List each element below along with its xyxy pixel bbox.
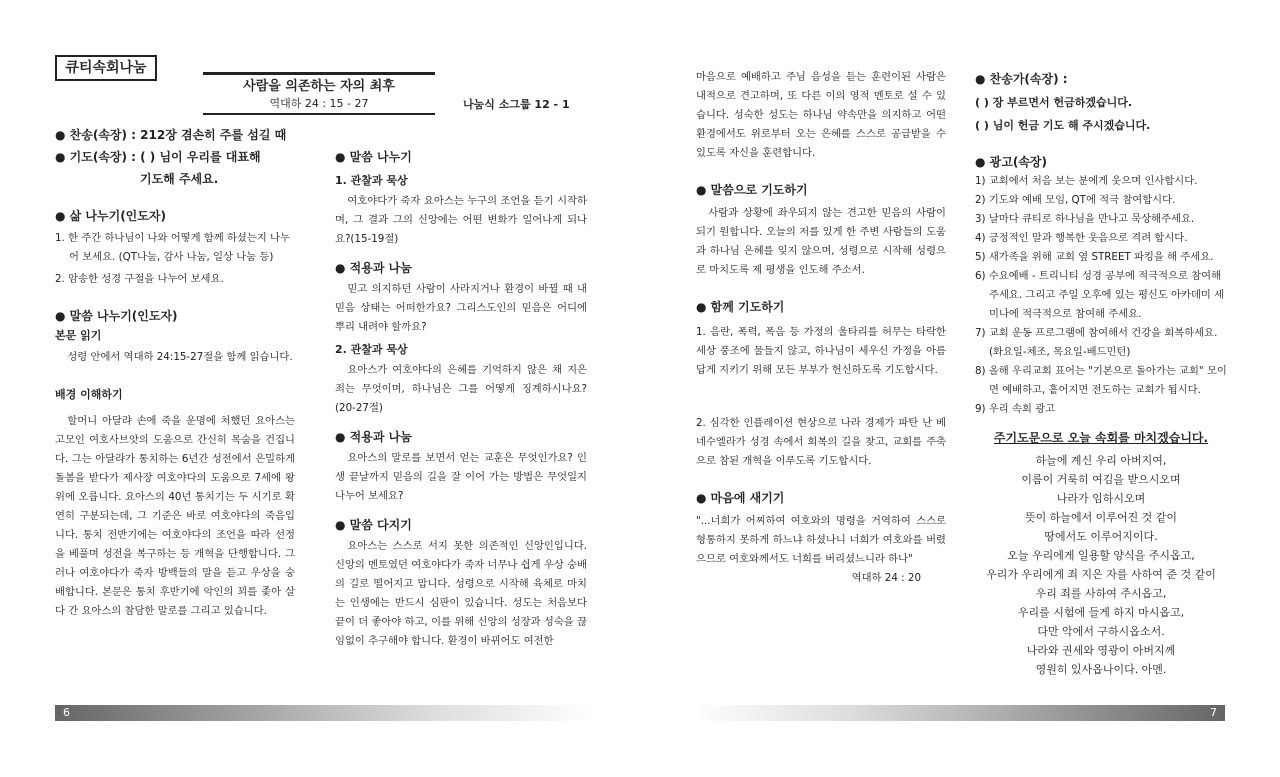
right-column-2	[975, 70, 1227, 679]
hymn-blank-2: ( ) 님이 헌금 기도 해 주시겠습니다.	[975, 119, 1151, 132]
together-item-1: 1. 음란, 폭력, 폭음 등 가정의 울타리를 허무는 타락한 세상 풍조에 물들지 않고, 하나님이 세우신 가정을 아름답게 지키기 위해 모든 부부가 헌신하도록 기도합시다.	[696, 326, 946, 376]
life-share-item-1: 1. 한 주간 하나님이 나와 어떻게 함께 하셨는지 나누어 보세요. (QT나눔, 감사 나눔, 일상 나눔 등)	[55, 232, 290, 263]
app2-text: 요아스의 말로를 보면서 얻는 교훈은 무엇인가요? 인생 끝날까지 믿음의 길을 잘 이어 가는 방법은 무엇일지 나누어 보세요?	[335, 452, 587, 502]
logo-box: 큐티속회나눔	[55, 55, 157, 81]
app1-heading: ● 적용과 나눔	[335, 261, 412, 275]
lords-prayer-line: 뜻이 하늘에서 이루어진 것 같이	[1024, 511, 1178, 524]
hymn-heading: ● 찬송가(속장) :	[975, 72, 1068, 86]
title-box	[203, 72, 435, 115]
heart-reference: 역대하 24 : 20	[851, 572, 921, 584]
page-number-right: 7	[1210, 706, 1217, 719]
together-heading: ● 함께 기도하기	[696, 300, 785, 314]
life-share-heading: ● 삶 나누기(인도자)	[55, 209, 166, 223]
hymn-line: ● 찬송(속장) : 212장 겸손히 주를 섬길 때	[55, 128, 287, 142]
ad-item: 9) 우리 속회 광고	[975, 403, 1056, 415]
hymn-blank-1: ( ) 장 부르면서 헌금하겠습니다.	[975, 96, 1133, 109]
ad-item: 7) 교회 운동 프로그램에 참여해서 건강을 회복하세요. (화요일-체조, 목요일-배드민턴)	[975, 327, 1218, 358]
group-label: 나눔식 소그룹 12 - 1	[463, 98, 570, 111]
pray-text: 사람과 상황에 좌우되지 않는 견고한 믿음의 사람이 되기 원합니다. 오늘의 저를 있게 한 주변 사람들의 도움과 하나님 은혜를 잊지 않으며, 성령으로 시작해 성령으로 마치도록 제 평생을 인도해 주소서.	[696, 207, 946, 276]
lords-prayer-line: 땅에서도 이루어지이다.	[1044, 530, 1158, 543]
lords-prayer-line: 우리가 우리에게 죄 지은 자를 사하여 준 것 같이	[986, 568, 1216, 581]
lords-prayer-line: 이름이 거룩히 여김을 받으시오며	[1021, 473, 1181, 486]
obs2-text: 요아스가 여호야다의 은혜를 기억하지 않은 채 지은 죄는 무엇이며, 하나님은 그를 어떻게 징계하시나요?(20-27절)	[335, 364, 587, 414]
lords-prayer-line: 하늘에 계신 우리 아버지여,	[1035, 454, 1167, 467]
lords-prayer-line: 나라가 임하시오며	[1056, 492, 1146, 505]
page-subtitle: 역대하 24 : 15 - 27	[269, 97, 369, 110]
page-title: 사람을 의존하는 자의 최후	[243, 79, 395, 94]
page-number-left: 6	[63, 706, 70, 719]
ad-item: 3) 날마다 큐티로 하나님을 만나고 묵상해주세요.	[975, 213, 1195, 225]
lords-prayer	[975, 451, 1227, 679]
ad-item: 6) 수요예배 - 트리니티 성경 공부에 적극적으로 참여해 주세요. 그리고 주일 오후에 있는 평신도 아카데미 세미나에 적극적으로 참여해 주세요.	[975, 270, 1225, 320]
resolve-text: 요아스는 스스로 서지 못한 의존적인 신앙인입니다. 신앙의 멘토였던 여호야다가 죽자 너무나 쉽게 우상 숭배의 길로 떨어지고 맙니다. 성령으로 시작해 육체로 마치는 인생에는 반드시 심판이 있습니다. 성도는 처음보다 끝이 더 좋아야 하고, 이를 위해 신앙의 성장과 성숙을 끊임없이 추구해야 합니다. 환경이 바뀌어도 여전한	[335, 540, 587, 647]
ad-item: 1) 교회에서 처음 보는 분에게 웃으며 인사합시다.	[975, 175, 1198, 187]
lords-prayer-line: 영원히 있사옵나이다. 아멘.	[1035, 663, 1167, 676]
lords-prayer-line: 오늘 우리에게 일용할 양식을 주시옵고,	[1007, 549, 1195, 562]
ad-item: 2) 기도와 예배 모임, QT에 적극 참여합시다.	[975, 194, 1176, 206]
lords-prayer-title: 주기도문으로 오늘 속회를 마치겠습니다.	[993, 431, 1209, 445]
app1-text: 믿고 의지하던 사람이 사라지거나 환경이 바뀔 때 내 믿음 상태는 어떠한가요? 그리스도인의 믿음은 어디에 뿌리 내려야 할까요?	[335, 283, 587, 333]
continued-text: 마음으로 예배하고 주님 음성을 듣는 훈련이된 사람은 내적으로 견고하며, 또 다른 이의 영적 멘토로 설 수 있습니다. 성숙한 성도는 하나님 약속만을 의지하고 어떤 환경에서도 위로부터 오는 은혜를 스스로 공급받을 수 있도록 자신을 훈련합니다.	[696, 71, 946, 159]
obs1-heading: 1. 관찰과 묵상	[335, 174, 408, 187]
background-text: 할머니 아달랴 손에 죽을 운명에 처했던 요아스는 고모인 여호사브앗의 도움으로 간신히 목숨을 건집니다. 그는 아달랴가 통치하는 6년간 성전에서 은밀하게 돌봄을 받다가 제사장 여호야다의 도움으로 7세에 왕위에 오릅니다. 요아스의 40년 통치기는 두 시기로 확연히 구분되는데, 그 기준은 바로 여호야다의 죽음입니다. 통치 전반기에는 여호야다의 조언을 따라 선정을 베풀며 성전을 복구하는 등 개혁을 단행합니다. 그러나 여호야다가 죽자 방백들의 말을 듣고 우상을 숭배합니다. 본문은 통치 후반기에 악인의 꾀를 좇아 살다 간 요아스의 참담한 말로를 그리고 있습니다.	[55, 415, 295, 617]
obs2-heading: 2. 관찰과 묵상	[335, 343, 408, 356]
reading-text: 성령 안에서 역대하 24:15-27절을 함께 읽습니다.	[67, 351, 293, 363]
ads-heading: ● 광고(속장)	[975, 155, 1047, 169]
reading-heading: 본문 읽기	[55, 329, 102, 342]
heart-heading: ● 마음에 새기기	[696, 491, 785, 505]
ad-item: 8) 올해 우리교회 표어는 "기본으로 돌아가는 교회" 모이면 예배하고, 흩어지면 전도하는 교회가 됩시다.	[975, 365, 1227, 396]
word-share-heading: ● 말씀 나누기(인도자)	[55, 309, 178, 323]
footer-bar-left	[55, 705, 595, 721]
footer-bar-right	[690, 705, 1225, 721]
ads-list	[975, 172, 1227, 419]
obs1-text: 여호야다가 죽자 요아스는 누구의 조언을 듣기 시작하며, 그 결과 그의 신앙에는 어떤 변화가 일어나게 되나요?(15-19절)	[335, 195, 587, 245]
lords-prayer-line: 우리를 시험에 들게 하지 마시옵고,	[1017, 606, 1185, 619]
together-item-2: 2. 심각한 인플레이션 현상으로 나라 경제가 파탄 난 베네수엘라가 성경 속에서 회복의 길을 찾고, 교회를 주축으로 참된 개혁을 이루도록 기도합시다.	[696, 417, 946, 467]
ad-item: 5) 새가족을 위해 교회 옆 STREET 파킹을 해 주세요.	[975, 251, 1214, 263]
background-heading: 배경 이해하기	[55, 388, 123, 401]
heart-verse: "...너희가 어찌하여 여호와의 명령을 거역하여 스스로 형통하지 못하게 하느냐 하셨나니 너희가 여호와를 버렸으므로 여호와께서도 너희를 버리셨느니라 하나"	[696, 515, 946, 565]
prayer-line-1: ● 기도(속장) : ( ) 님이 우리를 대표해	[55, 150, 261, 164]
pray-heading: ● 말씀으로 기도하기	[696, 183, 808, 197]
left-column-1	[55, 126, 295, 621]
life-share-item-2: 2. 암송한 성경 구절을 나누어 보세요.	[55, 273, 224, 285]
prayer-line-2: 기도해 주세요.	[140, 172, 219, 186]
lords-prayer-line: 다만 악에서 구하시옵소서.	[1037, 625, 1165, 638]
lords-prayer-line: 우리 죄를 사하여 주시옵고,	[1035, 587, 1167, 600]
word-heading: ● 말씀 나누기	[335, 150, 412, 164]
lords-prayer-line: 나라와 권세와 영광이 아버지께	[1026, 644, 1176, 657]
left-column-2	[335, 148, 587, 651]
right-column-1	[696, 68, 946, 588]
ad-item: 4) 긍정적인 말과 행복한 웃음으로 격려 합시다.	[975, 232, 1188, 244]
resolve-heading: ● 말씀 다지기	[335, 518, 412, 532]
app2-heading: ● 적용과 나눔	[335, 430, 412, 444]
